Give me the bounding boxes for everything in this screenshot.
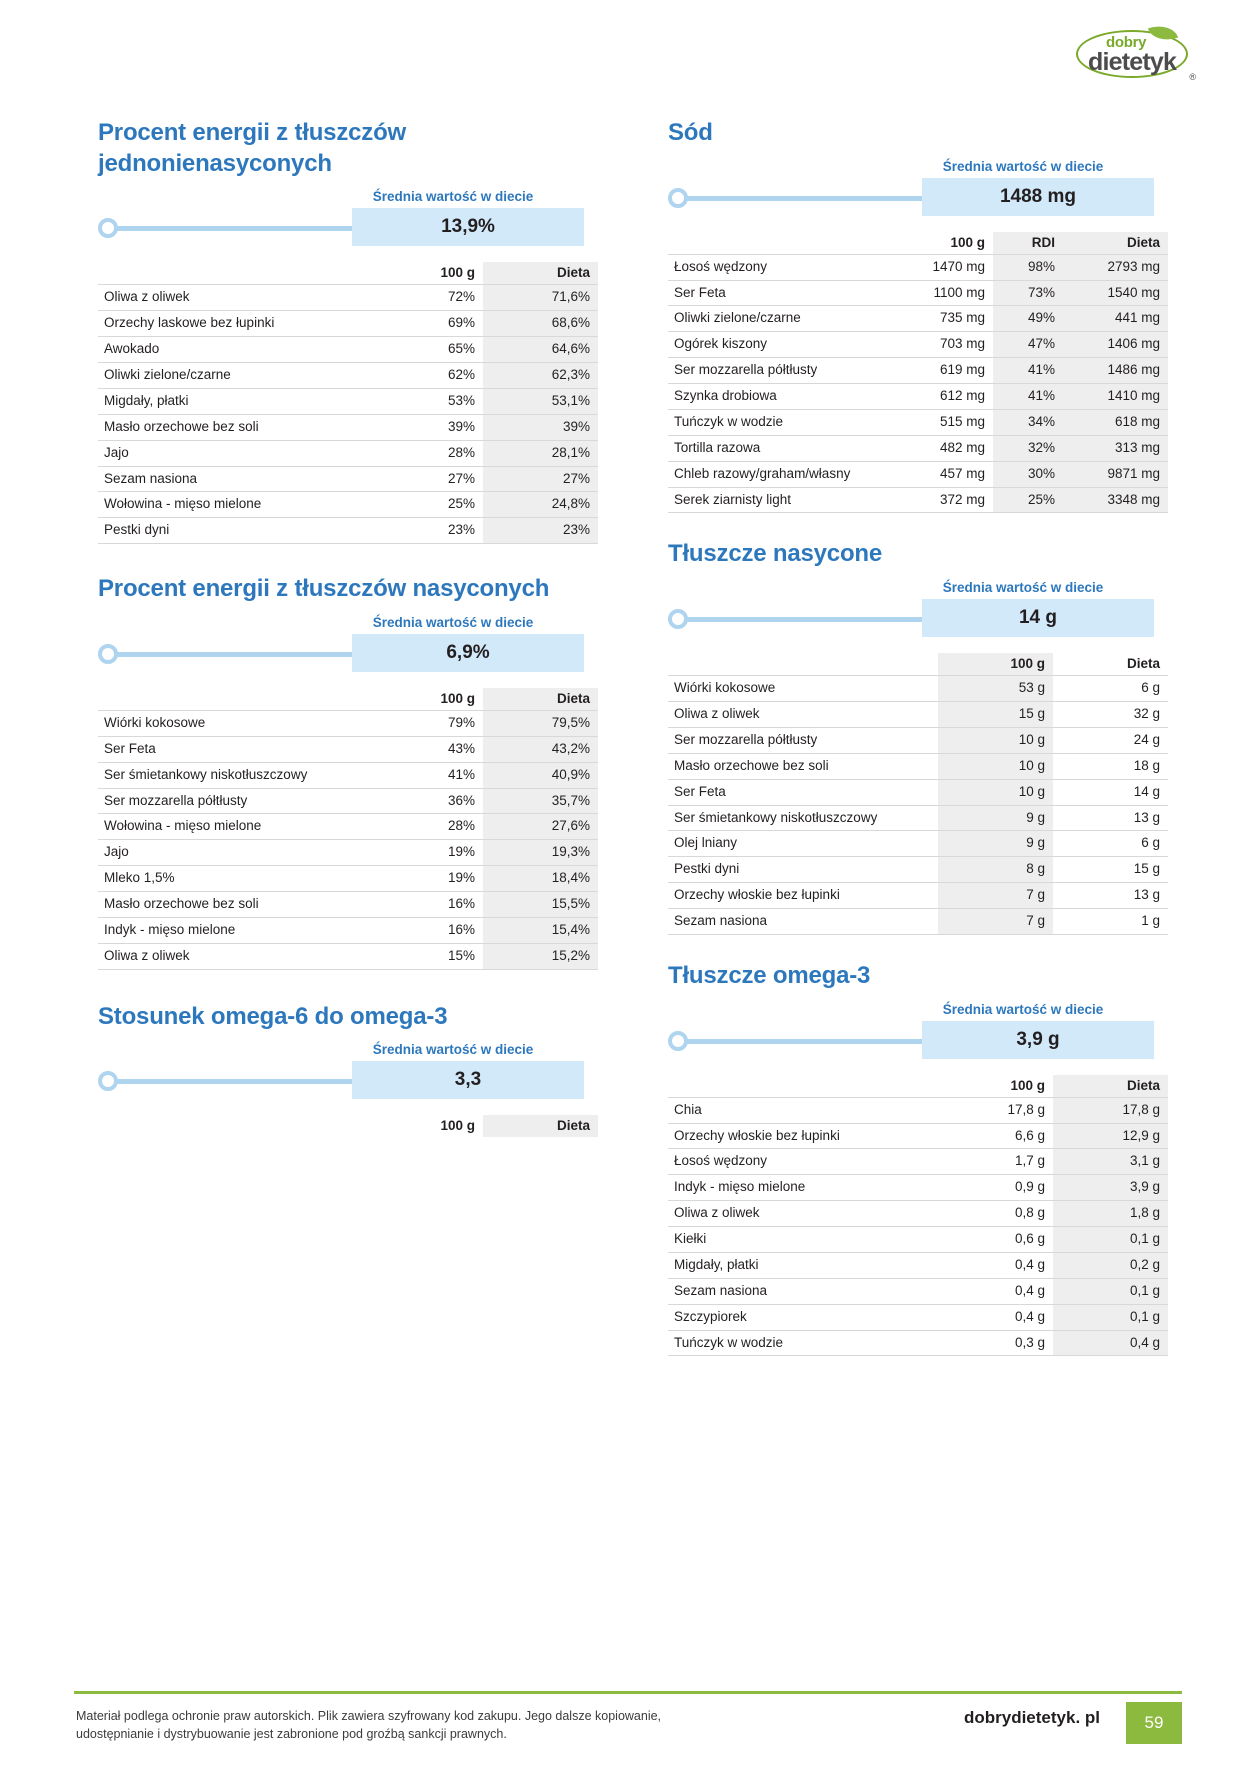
table-row (668, 779, 1168, 805)
row-diet: 17,8 g (1053, 1097, 1168, 1123)
row-100g: 36% (368, 788, 483, 814)
row-100g: 0,8 g (938, 1201, 1053, 1227)
section-title: Sód (668, 119, 713, 146)
row-100g: 0,4 g (938, 1304, 1053, 1330)
row-name: Chleb razowy/graham/własny (668, 461, 888, 487)
table-row (668, 409, 1168, 435)
row-diet: 1486 mg (1063, 358, 1168, 384)
row-diet: 28,1% (483, 440, 598, 466)
row-diet: 18 g (1053, 753, 1168, 779)
row-100g: 27% (368, 466, 483, 492)
col-header-name (668, 232, 888, 255)
table-row (668, 1201, 1168, 1227)
row-name: Łosoś wędzony (668, 254, 888, 280)
average-value: 1488 mg (999, 185, 1077, 207)
row-100g: 28% (368, 814, 483, 840)
row-diet: 1406 mg (1063, 332, 1168, 358)
row-diet: 24 g (1053, 727, 1168, 753)
section-title: Tłuszcze omega-3 (668, 961, 871, 989)
row-name: Oliwa z oliwek (668, 1201, 938, 1227)
row-100g: 43% (368, 736, 483, 762)
row-diet: 0,1 g (1053, 1304, 1168, 1330)
row-100g: 53 g (938, 676, 1053, 702)
table-row (668, 1175, 1168, 1201)
row-name: Ser Feta (668, 280, 888, 306)
section-sfa-percent (98, 574, 598, 969)
table-row (98, 943, 598, 969)
row-100g: 72% (368, 285, 483, 311)
nutrient-table (98, 262, 598, 544)
table-row (668, 909, 1168, 935)
row-diet: 32 g (1053, 702, 1168, 728)
table-header-row (98, 688, 598, 711)
row-name: Ser mozzarella półtłusty (98, 788, 368, 814)
row-diet: 0,1 g (1053, 1227, 1168, 1253)
col-header-diet: Dieta (1053, 1075, 1168, 1098)
row-name: Masło orzechowe bez soli (98, 414, 368, 440)
row-name: Orzechy włoskie bez łupinki (668, 883, 938, 909)
row-100g: 28% (368, 440, 483, 466)
footer-website: dobrydietetyk. pl (963, 1708, 1100, 1727)
row-100g: 8 g (938, 857, 1053, 883)
logo-text-bottom: dietetyk (1088, 48, 1177, 76)
row-100g: 515 mg (888, 409, 993, 435)
table-header-row (98, 1115, 598, 1137)
row-name: Szynka drobiowa (668, 384, 888, 410)
average-caption: Średnia wartość w diecie (372, 1042, 534, 1058)
average-value-box (922, 1021, 1154, 1059)
row-name: Ser śmietankowy niskotłuszczowy (668, 805, 938, 831)
row-name: Awokado (98, 337, 368, 363)
average-value: 3,9 g (1016, 1028, 1060, 1050)
row-name: Jajo (98, 440, 368, 466)
registered-mark: ® (1189, 72, 1196, 82)
row-diet: 1540 mg (1063, 280, 1168, 306)
nutrient-table (668, 1075, 1168, 1357)
average-bar-dot (668, 188, 688, 208)
row-name: Ser mozzarella półtłusty (668, 358, 888, 384)
table-row (98, 518, 598, 544)
average-bar-line (676, 1039, 926, 1044)
row-100g: 0,4 g (938, 1278, 1053, 1304)
table-row (98, 414, 598, 440)
row-name: Indyk - mięso mielone (98, 917, 368, 943)
row-diet: 1410 mg (1063, 384, 1168, 410)
table-row (668, 1252, 1168, 1278)
row-diet: 0,1 g (1053, 1278, 1168, 1304)
row-100g: 16% (368, 892, 483, 918)
row-name: Ogórek kiszony (668, 332, 888, 358)
average-bar (98, 634, 598, 672)
table-row (668, 753, 1168, 779)
row-diet: 39% (483, 414, 598, 440)
col-header-100g: 100 g (440, 1118, 475, 1134)
row-diet: 19,3% (483, 840, 598, 866)
row-diet: 313 mg (1063, 435, 1168, 461)
average-bar-dot (668, 609, 688, 629)
logo-text-top: dobry (1106, 34, 1147, 51)
row-name: Migdały, płatki (98, 388, 368, 414)
col-header-100g: 100 g (1010, 1077, 1045, 1093)
row-diet: 441 mg (1063, 306, 1168, 332)
table-row (668, 306, 1168, 332)
table-row (98, 311, 598, 337)
average-caption: Średnia wartość w diecie (942, 1001, 1104, 1017)
section-omega-ratio (98, 1002, 598, 1138)
table-row (668, 676, 1168, 702)
row-rdi: 32% (993, 435, 1063, 461)
table-row (668, 461, 1168, 487)
row-100g: 16% (368, 917, 483, 943)
row-name: Orzechy laskowe bez łupinki (98, 311, 368, 337)
col-header-diet: Dieta (483, 262, 598, 285)
row-name: Szczypiorek (668, 1304, 938, 1330)
row-100g: 0,6 g (938, 1227, 1053, 1253)
row-name: Chia (668, 1097, 938, 1123)
average-bar-line (676, 196, 926, 201)
row-rdi: 41% (993, 384, 1063, 410)
row-rdi: 41% (993, 358, 1063, 384)
table-row (668, 1278, 1168, 1304)
row-rdi: 49% (993, 306, 1063, 332)
row-name: Oliwki zielone/czarne (98, 363, 368, 389)
row-100g: 7 g (938, 883, 1053, 909)
row-100g: 0,3 g (938, 1330, 1053, 1356)
table-header-row (668, 653, 1168, 676)
average-value-box (352, 208, 584, 246)
table-row (98, 466, 598, 492)
row-name: Tortilla razowa (668, 435, 888, 461)
col-header-100g: 100 g (938, 653, 1053, 676)
row-100g: 1100 mg (888, 280, 993, 306)
footer-disclaimer: Materiał podlega ochronie praw autorskich. Plik zawiera szyfrowany kod zakupu. Jego dalsze kopiowanie, udostępnianie i dystrybuowanie jest zabronione pod groźbą sankcji prawnych. (76, 1708, 662, 1742)
row-name: Mleko 1,5% (98, 866, 368, 892)
row-diet: 6 g (1053, 831, 1168, 857)
row-diet: 53,1% (483, 388, 598, 414)
row-name: Jajo (98, 840, 368, 866)
table-row (98, 917, 598, 943)
row-name: Tuńczyk w wodzie (668, 409, 888, 435)
row-100g: 482 mg (888, 435, 993, 461)
section-title: Stosunek omega-6 do omega-3 (98, 1002, 448, 1030)
row-100g: 1,7 g (938, 1149, 1053, 1175)
row-100g: 15% (368, 943, 483, 969)
average-bar (98, 1061, 598, 1099)
row-diet: 2793 mg (1063, 254, 1168, 280)
row-name: Olej lniany (668, 831, 938, 857)
row-diet: 64,6% (483, 337, 598, 363)
row-name: Wiórki kokosowe (668, 676, 938, 702)
row-diet: 14 g (1053, 779, 1168, 805)
average-bar (668, 599, 1168, 637)
row-100g: 19% (368, 866, 483, 892)
row-100g: 53% (368, 388, 483, 414)
row-name: Oliwa z oliwek (98, 285, 368, 311)
row-name: Serek ziarnisty light (668, 487, 888, 513)
row-diet: 79,5% (483, 710, 598, 736)
row-100g: 619 mg (888, 358, 993, 384)
table-row (668, 702, 1168, 728)
average-value-box (922, 178, 1154, 216)
page-number-badge: 59 (1126, 1702, 1182, 1744)
row-name: Masło orzechowe bez soli (98, 892, 368, 918)
table-row (98, 892, 598, 918)
table-row (98, 736, 598, 762)
row-name: Oliwa z oliwek (98, 943, 368, 969)
row-100g: 0,4 g (938, 1252, 1053, 1278)
row-diet: 35,7% (483, 788, 598, 814)
row-100g: 735 mg (888, 306, 993, 332)
col-header-100g: 100 g (440, 265, 475, 281)
table-row (98, 440, 598, 466)
row-name: Pestki dyni (98, 518, 368, 544)
row-diet: 68,6% (483, 311, 598, 337)
col-header-name (668, 653, 938, 676)
row-100g: 7 g (938, 909, 1053, 935)
row-100g: 69% (368, 311, 483, 337)
table-row (668, 857, 1168, 883)
table-row (98, 337, 598, 363)
row-name: Ser Feta (98, 736, 368, 762)
table-row (668, 1149, 1168, 1175)
row-diet: 13 g (1053, 883, 1168, 909)
row-diet: 0,4 g (1053, 1330, 1168, 1356)
nutrient-table (668, 653, 1168, 935)
table-header-row (668, 232, 1168, 255)
average-bar-line (676, 617, 926, 622)
section-mufa-percent (98, 118, 598, 544)
row-name: Wołowina - mięso mielone (98, 814, 368, 840)
average-bar (668, 178, 1168, 216)
row-diet: 24,8% (483, 492, 598, 518)
table-row (668, 1227, 1168, 1253)
row-diet: 13 g (1053, 805, 1168, 831)
row-name: Migdały, płatki (668, 1252, 938, 1278)
table-row (98, 492, 598, 518)
col-header-100g: 100 g (440, 690, 475, 706)
table-row (668, 1330, 1168, 1356)
row-rdi: 30% (993, 461, 1063, 487)
section-omega-3 (668, 961, 1168, 1356)
row-diet: 18,4% (483, 866, 598, 892)
row-diet: 27% (483, 466, 598, 492)
row-name: Indyk - mięso mielone (668, 1175, 938, 1201)
row-100g: 1470 mg (888, 254, 993, 280)
average-caption: Średnia wartość w diecie (942, 580, 1104, 596)
col-header-name (98, 688, 368, 711)
average-value: 14 g (1018, 607, 1058, 629)
row-100g: 10 g (938, 779, 1053, 805)
table-row (668, 805, 1168, 831)
average-bar-dot (98, 644, 118, 664)
row-name: Pestki dyni (668, 857, 938, 883)
row-diet: 43,2% (483, 736, 598, 762)
section-title: Procent energii z tłuszczów nasyconych (98, 575, 550, 603)
row-100g: 10 g (938, 753, 1053, 779)
row-diet: 618 mg (1063, 409, 1168, 435)
table-row (98, 363, 598, 389)
row-100g: 612 mg (888, 384, 993, 410)
row-100g: 23% (368, 518, 483, 544)
table-row (668, 280, 1168, 306)
average-value-box (352, 1061, 584, 1099)
section-title: Procent energii z tłuszczów jednonienasyconych (98, 119, 406, 177)
row-diet: 15,5% (483, 892, 598, 918)
row-name: Oliwa z oliwek (668, 702, 938, 728)
col-header-name (668, 1075, 938, 1098)
row-100g: 6,6 g (938, 1123, 1053, 1149)
table-row (98, 285, 598, 311)
row-diet: 15 g (1053, 857, 1168, 883)
row-100g: 15 g (938, 702, 1053, 728)
row-rdi: 25% (993, 487, 1063, 513)
left-column (98, 118, 598, 1145)
row-rdi: 47% (993, 332, 1063, 358)
nutrient-table (668, 232, 1168, 514)
row-diet: 3348 mg (1063, 487, 1168, 513)
row-100g: 62% (368, 363, 483, 389)
row-diet: 12,9 g (1053, 1123, 1168, 1149)
table-row (668, 358, 1168, 384)
row-name: Ser śmietankowy niskotłuszczowy (98, 762, 368, 788)
row-diet: 3,9 g (1053, 1175, 1168, 1201)
table-row (98, 710, 598, 736)
row-name: Łosoś wędzony (668, 1149, 938, 1175)
row-100g: 39% (368, 414, 483, 440)
table-row (668, 883, 1168, 909)
average-value-box (352, 634, 584, 672)
col-header-diet: Dieta (483, 1115, 598, 1137)
row-name: Sezam nasiona (98, 466, 368, 492)
table-row (668, 332, 1168, 358)
row-name: Ser Feta (668, 779, 938, 805)
col-header-diet: Dieta (1063, 232, 1168, 255)
table-row (668, 254, 1168, 280)
row-rdi: 98% (993, 254, 1063, 280)
row-diet: 23% (483, 518, 598, 544)
row-100g: 41% (368, 762, 483, 788)
row-100g: 457 mg (888, 461, 993, 487)
col-header-diet: Dieta (483, 688, 598, 711)
average-value: 6,9% (446, 641, 490, 663)
row-diet: 9871 mg (1063, 461, 1168, 487)
row-100g: 9 g (938, 805, 1053, 831)
row-diet: 15,2% (483, 943, 598, 969)
row-100g: 703 mg (888, 332, 993, 358)
row-name: Sezam nasiona (668, 1278, 938, 1304)
table-row (98, 814, 598, 840)
average-bar-line (106, 652, 356, 657)
col-header-name (98, 1115, 368, 1137)
average-caption: Średnia wartość w diecie (372, 614, 534, 630)
row-diet: 1 g (1053, 909, 1168, 935)
nutrient-table (98, 1115, 598, 1137)
row-name: Wołowina - mięso mielone (98, 492, 368, 518)
row-diet: 3,1 g (1053, 1149, 1168, 1175)
average-value: 3,3 (454, 1069, 482, 1091)
average-bar-line (106, 226, 356, 231)
average-bar (98, 208, 598, 246)
row-rdi: 34% (993, 409, 1063, 435)
row-diet: 27,6% (483, 814, 598, 840)
row-100g: 65% (368, 337, 483, 363)
row-diet: 6 g (1053, 676, 1168, 702)
average-caption: Średnia wartość w diecie (942, 158, 1104, 174)
row-100g: 17,8 g (938, 1097, 1053, 1123)
row-100g: 0,9 g (938, 1175, 1053, 1201)
average-bar-line (106, 1079, 356, 1084)
row-name: Kiełki (668, 1227, 938, 1253)
nutrient-table (98, 688, 598, 970)
row-name: Tuńczyk w wodzie (668, 1330, 938, 1356)
row-name: Wiórki kokosowe (98, 710, 368, 736)
table-row (668, 1123, 1168, 1149)
average-value-box (922, 599, 1154, 637)
average-bar-dot (98, 1071, 118, 1091)
row-100g: 9 g (938, 831, 1053, 857)
table-row (668, 1097, 1168, 1123)
row-100g: 19% (368, 840, 483, 866)
table-row (98, 866, 598, 892)
col-header-name (98, 262, 368, 285)
row-diet: 1,8 g (1053, 1201, 1168, 1227)
section-title: Tłuszcze nasycone (668, 540, 883, 568)
table-header-row (668, 1075, 1168, 1098)
row-100g: 25% (368, 492, 483, 518)
col-header-rdi: RDI (993, 232, 1063, 255)
average-caption: Średnia wartość w diecie (372, 189, 534, 205)
row-diet: 15,4% (483, 917, 598, 943)
table-row (668, 487, 1168, 513)
row-diet: 0,2 g (1053, 1252, 1168, 1278)
row-100g: 79% (368, 710, 483, 736)
table-row (668, 831, 1168, 857)
row-name: Oliwki zielone/czarne (668, 306, 888, 332)
table-row (98, 788, 598, 814)
section-saturated-fat (668, 539, 1168, 934)
brand-logo (1076, 22, 1194, 84)
row-100g: 10 g (938, 727, 1053, 753)
average-bar (668, 1021, 1168, 1059)
table-row (668, 1304, 1168, 1330)
row-rdi: 73% (993, 280, 1063, 306)
table-row (98, 840, 598, 866)
col-header-diet: Dieta (1126, 656, 1160, 672)
row-100g: 372 mg (888, 487, 993, 513)
table-row (668, 384, 1168, 410)
table-header-row (98, 262, 598, 285)
row-name: Masło orzechowe bez soli (668, 753, 938, 779)
row-name: Orzechy włoskie bez łupinki (668, 1123, 938, 1149)
average-bar-dot (668, 1031, 688, 1051)
footer-divider (74, 1691, 1182, 1694)
row-diet: 62,3% (483, 363, 598, 389)
row-name: Ser mozzarella półtłusty (668, 727, 938, 753)
col-header-100g: 100 g (950, 234, 985, 250)
row-diet: 71,6% (483, 285, 598, 311)
table-row (668, 727, 1168, 753)
average-bar-dot (98, 218, 118, 238)
row-diet: 40,9% (483, 762, 598, 788)
section-sodium (668, 118, 1168, 513)
row-name: Sezam nasiona (668, 909, 938, 935)
table-row (98, 388, 598, 414)
table-row (668, 435, 1168, 461)
table-row (98, 762, 598, 788)
average-value: 13,9% (441, 216, 495, 238)
right-column (668, 118, 1168, 1364)
